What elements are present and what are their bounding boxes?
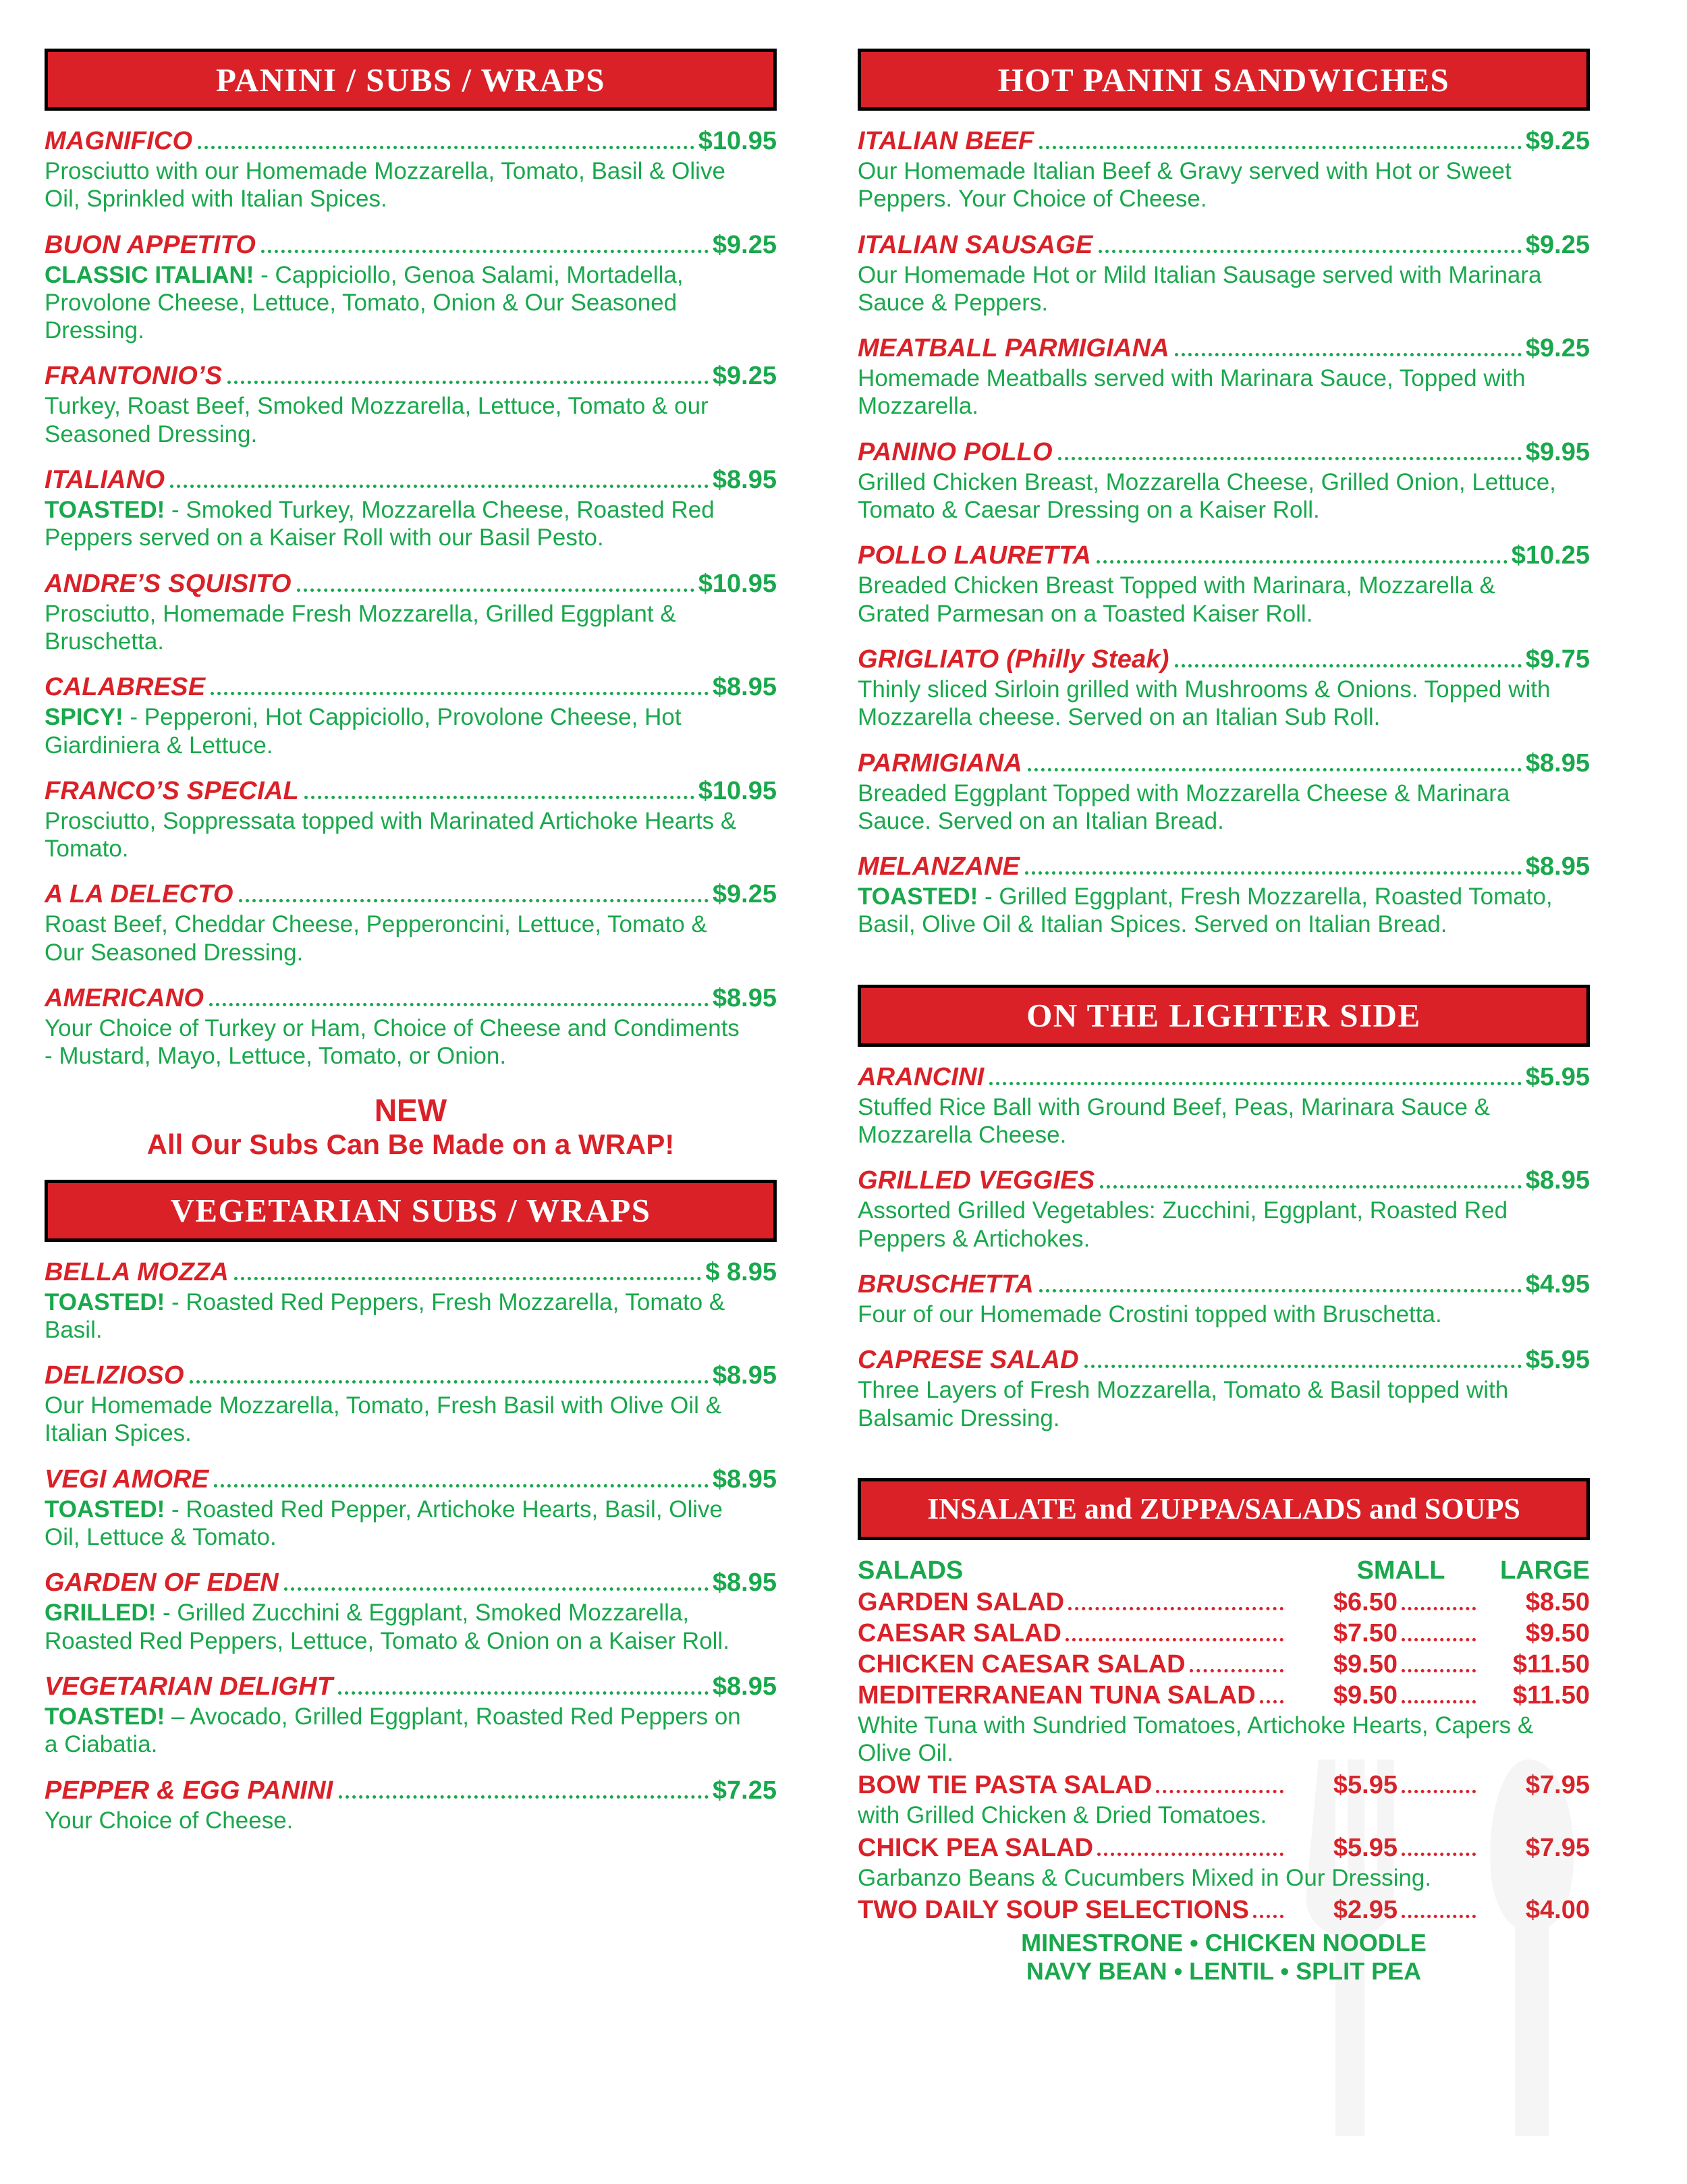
salad-note: with Grilled Chicken & Dried Tomatoes. [858,1802,1267,1829]
salad-price-large: $7.95 [1525,1833,1590,1862]
leader-dots [1253,1915,1283,1918]
leader-dots [339,1795,709,1799]
leader-dots [1097,1853,1283,1856]
item-lead: TOASTED! [858,883,978,910]
item-description: Grilled Chicken Breast, Mozzarella Cheese, Grilled Onion, Lettuce, Tomato & Caesar Dressing on a Kaiser Roll. [858,468,1556,524]
item-description: Stuffed Rice Ball with Ground Beef, Peas, Marinara Sauce & Mozzarella Cheese. [858,1093,1491,1149]
item-name: VEGETARIAN DELIGHT [45,1672,333,1701]
section-title: HOT PANINI SANDWICHES [997,61,1450,99]
menu-item [858,1063,1590,1149]
menu-item [858,852,1590,939]
leader-dots [214,1484,709,1487]
item-price: $7.25 [712,1776,777,1805]
menu-item [858,334,1590,420]
item-price: $4.95 [1525,1270,1590,1299]
leader-dots [1084,1365,1522,1368]
salad-price-large: $4.00 [1525,1896,1590,1925]
item-description: Homemade Meatballs served with Marinara Sauce, Topped with Mozzarella. [858,365,1526,420]
salad-note: White Tuna with Sundried Tomatoes, Artichoke Hearts, Capers & Olive Oil. [858,1712,1534,1767]
item-name: GRIGLIATO (Philly Steak) [858,645,1169,674]
menu-item [45,231,777,345]
item-name: ANDRE’S SQUISITO [45,569,292,598]
column-header-small: SMALL [1356,1556,1445,1585]
salad-name: BOW TIE PASTA SALAD [858,1771,1153,1800]
item-name: FRANCO’S SPECIAL [45,776,299,805]
item-price: $9.95 [1525,437,1590,466]
item-lead: GRILLED! [45,1600,157,1627]
leader-dots [1402,1638,1476,1641]
item-description-text: - Cappiciollo, Genoa Salami, Mortadella, Provolone Cheese, Lettuce, Tomato, Onion & Our Seasoned Dressing. [45,261,684,344]
leader-dots [338,1691,709,1695]
item-price: $9.25 [712,880,777,909]
item-price: $8.95 [1525,748,1590,777]
menu-item [45,984,777,1070]
item-name: POLLO LAURETTA [858,541,1092,570]
item-price: $5.95 [1525,1062,1590,1091]
menu-item [45,466,777,552]
item-name: MEATBALL PARMIGIANA [858,334,1169,363]
menu-item [858,645,1590,732]
leader-dots [1099,250,1522,253]
item-description-text: - Grilled Eggplant, Fresh Mozzarella, Roasted Tomato, Basil, Olive Oil & Italian Spices. Served on Italian Bread. [858,883,1553,938]
item-price: $10.95 [698,569,777,598]
item-name: ARANCINI [858,1062,985,1091]
item-description-text: - Roasted Red Peppers, Fresh Mozzarella, Tomato & Basil. [45,1288,725,1343]
item-lead: CLASSIC ITALIAN! [45,261,254,288]
salads-table [858,1556,1590,1986]
item-description [45,703,746,759]
leader-dots [1068,1607,1283,1610]
soup-line-1: MINESTRONE • CHICKEN NOODLE [1021,1929,1427,1957]
item-description-text: - Grilled Zucchini & Eggplant, Smoked Mozzarella, Roasted Red Peppers, Lettuce, Tomato & Onion on a Kaiser Roll. [45,1600,729,1654]
leader-dots [1402,1607,1476,1610]
salad-price-large: $11.50 [1512,1649,1590,1678]
salads-table-header [858,1556,1590,1585]
item-price: $8.95 [712,1568,777,1598]
leader-dots [1402,1700,1476,1703]
item-name: AMERICANO [45,984,204,1013]
leader-dots [1175,664,1522,667]
item-name: GARDEN OF EDEN [45,1568,279,1598]
item-name: ITALIAN BEEF [858,127,1034,155]
item-price: $10.25 [1511,541,1590,570]
salad-price-large: $9.50 [1525,1618,1590,1647]
item-description [45,1703,746,1759]
salad-name: GARDEN SALAD [858,1587,1065,1616]
leader-dots [1097,560,1508,564]
item-description [45,1288,746,1344]
menu-item [45,1465,777,1552]
menu-item [858,749,1590,836]
item-price: $8.95 [712,673,777,702]
leader-dots [1402,1853,1476,1856]
salad-price-small: $2.95 [1333,1896,1398,1925]
item-price: $9.25 [712,230,777,259]
item-name: GRILLED VEGGIES [858,1166,1095,1195]
leader-dots [170,485,709,488]
salad-price-small: $5.95 [1333,1771,1398,1800]
item-description: Our Homemade Italian Beef & Gravy served with Hot or Sweet Peppers. Your Choice of Cheese. [858,158,1512,213]
section-title: ON THE LIGHTER SIDE [1026,997,1421,1035]
soup-line-2: NAVY BEAN • LENTIL • SPLIT PEA [1026,1957,1422,1986]
menu-item [45,362,777,448]
menu-item [45,570,777,656]
leader-dots [304,796,694,799]
leader-dots [1402,1790,1476,1793]
item-name: CALABRESE [45,673,206,702]
item-description [45,261,746,345]
item-price: $ 8.95 [705,1257,777,1286]
item-lead: TOASTED! [45,1288,165,1315]
menu-item [858,231,1590,317]
item-name: DELIZIOSO [45,1361,184,1390]
item-description: Breaded Eggplant Topped with Mozzarella Cheese & Marinara Sauce. Served on an Italian Bread. [858,780,1510,834]
salad-name: CHICKEN CAESAR SALAD [858,1649,1186,1678]
section-title: VEGETARIAN SUBS / WRAPS [170,1192,651,1230]
item-price: $10.95 [698,127,777,155]
menu-item [45,127,777,213]
leader-dots [1190,1669,1283,1672]
leader-dots [989,1082,1522,1085]
item-description [858,883,1559,939]
table-row [858,1896,1590,1925]
section-header-on-the-lighter-side [858,985,1590,1047]
item-price: $9.25 [1525,334,1590,363]
left-column [45,49,777,1852]
column-header-salads: SALADS [858,1556,964,1585]
leader-dots [297,589,694,592]
section-title: INSALATE and ZUPPA/SALADS and SOUPS [927,1492,1520,1526]
item-price: $8.95 [1525,1166,1590,1195]
menu-item [45,673,777,759]
section-header-hot-panini-sandwiches [858,49,1590,111]
item-description: Your Choice of Turkey or Ham, Choice of Cheese and Condiments - Mustard, Mayo, Lettuce, Tomato, or Onion. [45,1015,740,1070]
leader-dots [1066,1638,1283,1641]
table-row [858,1619,1590,1648]
salad-price-small: $9.50 [1333,1681,1398,1710]
item-description [45,1496,746,1552]
item-description [45,1599,746,1655]
soup-selections [858,1929,1590,1986]
item-price: $5.95 [1525,1346,1590,1375]
menu-item [45,1776,777,1834]
leader-dots [1039,1289,1522,1292]
menu-item [45,1672,777,1759]
salad-price-large: $8.50 [1525,1587,1590,1616]
salad-price-large: $11.50 [1512,1681,1590,1710]
menu-item [45,1258,777,1344]
item-price: $8.95 [1525,852,1590,881]
menu-item [858,541,1590,628]
item-name: CAPRESE SALAD [858,1346,1079,1375]
table-row [858,1588,1590,1617]
leader-dots [1039,146,1522,149]
item-price: $10.95 [698,776,777,805]
menu-item [45,880,777,966]
menu-item [858,1346,1590,1432]
section-header-insalate-zuppa [858,1478,1590,1540]
item-price: $8.95 [712,466,777,495]
leader-dots [190,1380,709,1384]
item-name: ITALIANO [45,466,165,495]
leader-dots [1058,457,1522,460]
table-row [858,1681,1590,1710]
item-description: Roast Beef, Cheddar Cheese, Pepperoncini, Lettuce, Tomato & Our Seasoned Dressing. [45,911,707,966]
leader-dots [261,250,709,253]
item-price: $8.95 [712,1361,777,1390]
leader-dots [198,146,694,149]
item-lead: TOASTED! [45,1496,165,1523]
salad-price-small: $9.50 [1333,1649,1398,1678]
item-name: MAGNIFICO [45,127,193,155]
menu-item [45,1568,777,1655]
item-description-text: - Pepperoni, Hot Cappiciollo, Provolone Cheese, Hot Giardiniera & Lettuce. [45,704,682,759]
item-description: Our Homemade Mozzarella, Tomato, Fresh Basil with Olive Oil & Italian Spices. [45,1392,722,1447]
item-description: Your Choice of Cheese. [45,1807,294,1834]
leader-dots [1402,1915,1476,1918]
item-description-text: - Smoked Turkey, Mozzarella Cheese, Roasted Red Peppers served on a Kaiser Roll with our Basil Pesto. [45,497,715,551]
leader-dots [1028,768,1522,771]
new-label: NEW [374,1092,447,1128]
item-description: Assorted Grilled Vegetables: Zucchini, Eggplant, Roasted Red Peppers & Artichokes. [858,1197,1508,1252]
item-price: $9.25 [1525,230,1590,259]
section-header-panini-subs-wraps [45,49,777,111]
item-name: A LA DELECTO [45,880,233,909]
item-description: Breaded Chicken Breast Topped with Marinara, Mozzarella & Grated Parmesan on a Toasted Kaiser Roll. [858,572,1495,627]
item-name: PANINO POLLO [858,437,1053,466]
item-name: VEGI AMORE [45,1465,209,1494]
leader-dots [284,1587,709,1591]
salad-price-large: $7.95 [1525,1771,1590,1800]
leader-dots [211,692,709,695]
leader-dots [1025,871,1522,875]
leader-dots [209,1003,709,1006]
item-price: $9.75 [1525,645,1590,674]
item-description-text: - Roasted Red Pepper, Artichoke Hearts, Basil, Olive Oil, Lettuce & Tomato. [45,1496,723,1551]
menu-item [858,1270,1590,1328]
menu-columns [45,49,1642,1986]
salad-name: MEDITERRANEAN TUNA SALAD [858,1681,1256,1710]
item-name: BELLA MOZZA [45,1257,229,1286]
item-name: FRANTONIO’S [45,362,223,391]
salad-price-small: $6.50 [1333,1587,1398,1616]
menu-item [45,1361,777,1448]
item-lead: SPICY! [45,704,123,731]
salad-price-small: $7.50 [1333,1618,1398,1647]
table-row [858,1771,1590,1800]
item-description-text: – Avocado, Grilled Eggplant, Roasted Red Peppers on a Ciabatia. [45,1703,741,1758]
menu-item [858,1166,1590,1253]
item-description: Turkey, Roast Beef, Smoked Mozzarella, Lettuce, Tomato & our Seasoned Dressing. [45,393,709,447]
leader-dots [1260,1700,1283,1703]
table-row [858,1834,1590,1863]
item-name: BUON APPETITO [45,230,256,259]
leader-dots [1100,1185,1522,1189]
salad-price-small: $5.95 [1333,1833,1398,1862]
menu-item [45,777,777,863]
item-description: Three Layers of Fresh Mozzarella, Tomato & Basil topped with Balsamic Dressing. [858,1377,1509,1431]
leader-dots [1156,1790,1283,1793]
new-callout-text: All Our Subs Can Be Made on a WRAP! [146,1128,675,1161]
leader-dots [234,1277,701,1280]
table-row [858,1650,1590,1679]
item-description [45,496,746,552]
item-price: $8.95 [712,984,777,1013]
section-title: PANINI / SUBS / WRAPS [216,61,605,99]
leader-dots [239,899,709,902]
item-lead: TOASTED! [45,1703,165,1730]
section-header-vegetarian-subs-wraps [45,1180,777,1242]
item-lead: TOASTED! [45,497,165,524]
item-name: BRUSCHETTA [858,1270,1034,1299]
item-description: Our Homemade Hot or Mild Italian Sausage served with Marinara Sauce & Peppers. [858,261,1542,316]
leader-dots [1402,1669,1476,1672]
leader-dots [1175,353,1522,356]
item-price: $8.95 [712,1465,777,1494]
menu-item [858,438,1590,524]
salad-name: TWO DAILY SOUP SELECTIONS [858,1896,1249,1925]
salad-note: Garbanzo Beans & Cucumbers Mixed in Our Dressing. [858,1864,1432,1891]
item-description: Thinly sliced Sirloin grilled with Mushrooms & Onions. Topped with Mozzarella cheese. Served on an Italian Sub Roll. [858,676,1551,731]
salad-name: CAESAR SALAD [858,1618,1061,1647]
right-column [858,49,1590,1986]
item-description: Four of our Homemade Crostini topped with Bruschetta. [858,1301,1442,1328]
item-price: $9.25 [1525,127,1590,155]
item-description: Prosciutto, Soppressata topped with Marinated Artichoke Hearts & Tomato. [45,807,737,863]
item-description: Prosciutto with our Homemade Mozzarella, Tomato, Basil & Olive Oil, Sprinkled with Italian Spices. [45,158,725,213]
column-header-large: LARGE [1500,1556,1590,1585]
item-price: $8.95 [712,1672,777,1701]
item-name: ITALIAN SAUSAGE [858,230,1093,259]
leader-dots [227,381,709,384]
item-name: PEPPER & EGG PANINI [45,1776,333,1805]
salad-name: CHICK PEA SALAD [858,1833,1094,1862]
item-name: MELANZANE [858,852,1020,881]
item-description: Prosciutto, Homemade Fresh Mozzarella, Grilled Eggplant & Bruschetta. [45,600,676,655]
item-price: $9.25 [712,362,777,391]
item-name: PARMIGIANA [858,748,1023,777]
menu-item [858,127,1590,213]
new-callout [45,1093,777,1162]
